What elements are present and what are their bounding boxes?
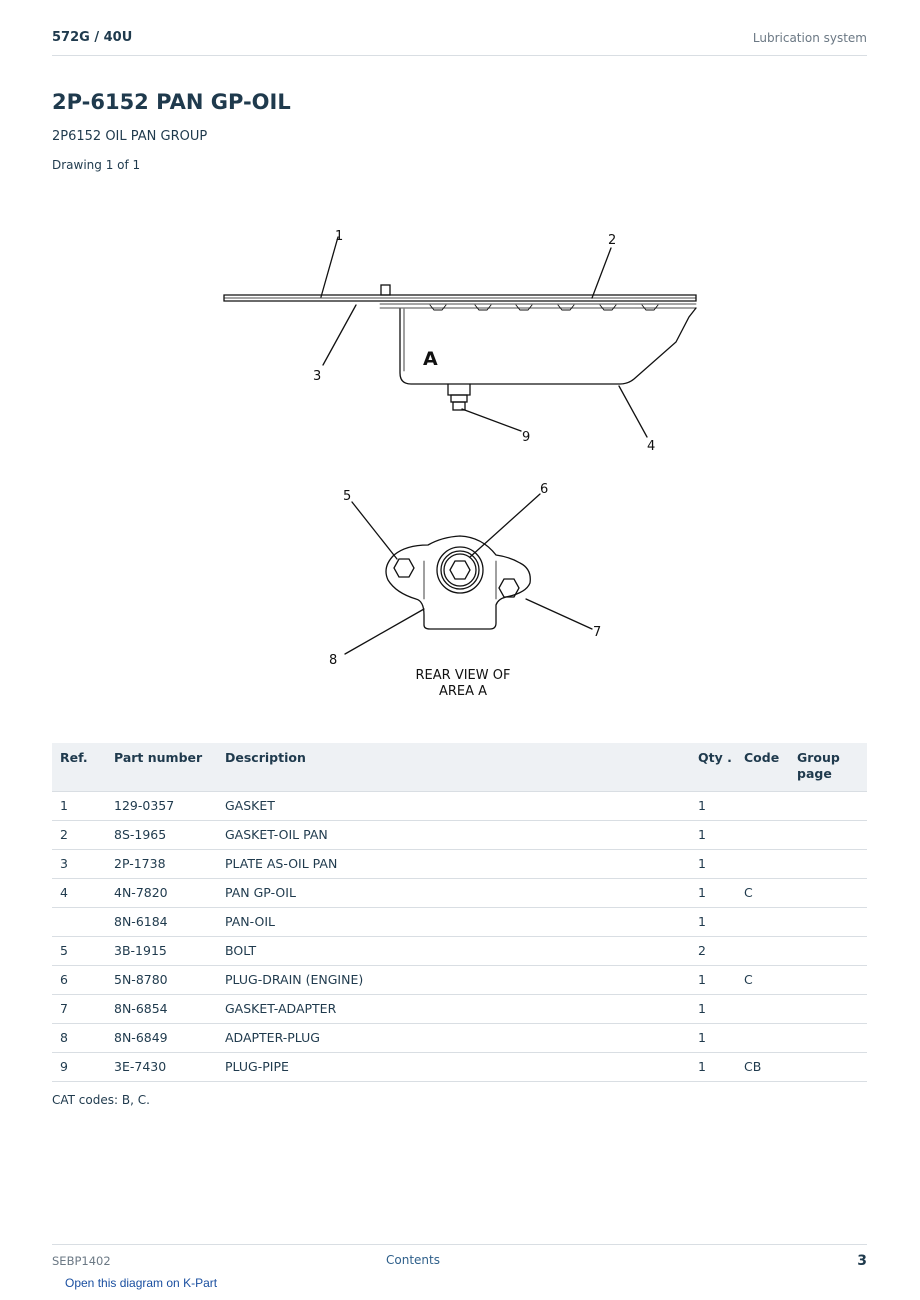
table-header-row	[52, 743, 867, 792]
cell-part-number: 3B-1915	[106, 937, 217, 966]
cell-part-number: 4N-7820	[106, 879, 217, 908]
table-row	[52, 821, 867, 850]
cell-code	[736, 908, 789, 937]
callout-4: 4	[647, 439, 656, 454]
table-row	[52, 995, 867, 1024]
col-description: Description	[217, 743, 690, 792]
section-label: Lubrication system	[752, 31, 867, 45]
cell-part-number: 8N-6849	[106, 1024, 217, 1053]
cell-group-page	[789, 821, 867, 850]
cat-codes: CAT codes: B, C.	[52, 1093, 150, 1107]
cell-description: ADAPTER-PLUG	[217, 1024, 690, 1053]
cell-code	[736, 792, 789, 821]
cell-qty: 1	[690, 908, 736, 937]
area-letter: A	[423, 348, 438, 370]
table-row	[52, 966, 867, 995]
cell-description: PLATE AS-OIL PAN	[217, 850, 690, 879]
cell-part-number: 8N-6184	[106, 908, 217, 937]
col-qty: Qty .	[690, 743, 736, 792]
cell-ref: 9	[52, 1053, 106, 1082]
cell-group-page	[789, 792, 867, 821]
callout-3: 3	[313, 369, 322, 384]
page-subtitle: 2P6152 OIL PAN GROUP	[52, 129, 208, 144]
col-group-page: Group page	[789, 743, 867, 792]
cell-qty: 1	[690, 995, 736, 1024]
cell-qty: 1	[690, 1053, 736, 1082]
cell-group-page	[789, 966, 867, 995]
cell-group-page	[789, 1024, 867, 1053]
cell-part-number: 5N-8780	[106, 966, 217, 995]
cell-ref: 8	[52, 1024, 106, 1053]
callout-7: 7	[593, 625, 602, 640]
diagram-caption-line2: AREA A	[438, 684, 488, 699]
cell-ref: 1	[52, 792, 106, 821]
cell-part-number: 3E-7430	[106, 1053, 217, 1082]
cell-code	[736, 821, 789, 850]
callout-1: 1	[335, 229, 344, 244]
callout-2: 2	[608, 233, 617, 248]
cell-ref	[52, 908, 106, 937]
cell-description: GASKET	[217, 792, 690, 821]
cell-part-number: 2P-1738	[106, 850, 217, 879]
cell-code	[736, 850, 789, 879]
cell-group-page	[789, 995, 867, 1024]
cell-qty: 2	[690, 937, 736, 966]
cell-group-page	[789, 937, 867, 966]
cell-qty: 1	[690, 850, 736, 879]
col-code: Code	[736, 743, 789, 792]
cell-code: CB	[736, 1053, 789, 1082]
callout-9: 9	[522, 430, 531, 445]
callout-8: 8	[329, 653, 338, 668]
table-row	[52, 1024, 867, 1053]
cell-part-number: 8S-1965	[106, 821, 217, 850]
cell-code: C	[736, 966, 789, 995]
kpart-link[interactable]: Open this diagram on K-Part	[65, 1276, 218, 1290]
cell-ref: 2	[52, 821, 106, 850]
page-title: 2P-6152 PAN GP-OIL	[52, 90, 291, 114]
cell-group-page	[789, 879, 867, 908]
page-header	[52, 28, 867, 56]
cell-part-number: 8N-6854	[106, 995, 217, 1024]
drawing-count: Drawing 1 of 1	[52, 158, 141, 172]
cell-group-page	[789, 908, 867, 937]
page-number: 3	[857, 1253, 867, 1269]
oil-pan-drawing	[180, 195, 740, 715]
cell-description: BOLT	[217, 937, 690, 966]
cell-description: GASKET-ADAPTER	[217, 995, 690, 1024]
cell-description: PLUG-PIPE	[217, 1053, 690, 1082]
cell-ref: 7	[52, 995, 106, 1024]
cell-part-number: 129-0357	[106, 792, 217, 821]
parts-diagram	[180, 195, 740, 715]
cell-code	[736, 995, 789, 1024]
col-ref: Ref.	[52, 743, 106, 792]
cell-ref: 3	[52, 850, 106, 879]
cell-group-page	[789, 1053, 867, 1082]
page-footer	[52, 1244, 867, 1275]
callout-5: 5	[343, 489, 352, 504]
cell-ref: 5	[52, 937, 106, 966]
document-id: SEBP1402	[52, 1254, 111, 1268]
cell-qty: 1	[690, 792, 736, 821]
cell-qty: 1	[690, 1024, 736, 1053]
cell-code	[736, 1024, 789, 1053]
cell-description: PLUG-DRAIN (ENGINE)	[217, 966, 690, 995]
table-row	[52, 792, 867, 821]
cell-description: GASKET-OIL PAN	[217, 821, 690, 850]
parts-table	[52, 743, 867, 1082]
table-row	[52, 908, 867, 937]
contents-link[interactable]: Contents	[386, 1253, 440, 1267]
cell-description: PAN GP-OIL	[217, 879, 690, 908]
table-row	[52, 937, 867, 966]
callout-6: 6	[540, 482, 549, 497]
cell-group-page	[789, 850, 867, 879]
cell-ref: 6	[52, 966, 106, 995]
cell-description: PAN-OIL	[217, 908, 690, 937]
diagram-caption-line1: REAR VIEW OF	[415, 668, 511, 683]
table-row	[52, 1053, 867, 1082]
table-row	[52, 850, 867, 879]
cell-qty: 1	[690, 966, 736, 995]
cell-code: C	[736, 879, 789, 908]
table-row	[52, 879, 867, 908]
cell-code	[736, 937, 789, 966]
cell-ref: 4	[52, 879, 106, 908]
cell-qty: 1	[690, 879, 736, 908]
model-label: 572G / 40U	[52, 30, 133, 45]
col-part-number: Part number	[106, 743, 217, 792]
cell-qty: 1	[690, 821, 736, 850]
